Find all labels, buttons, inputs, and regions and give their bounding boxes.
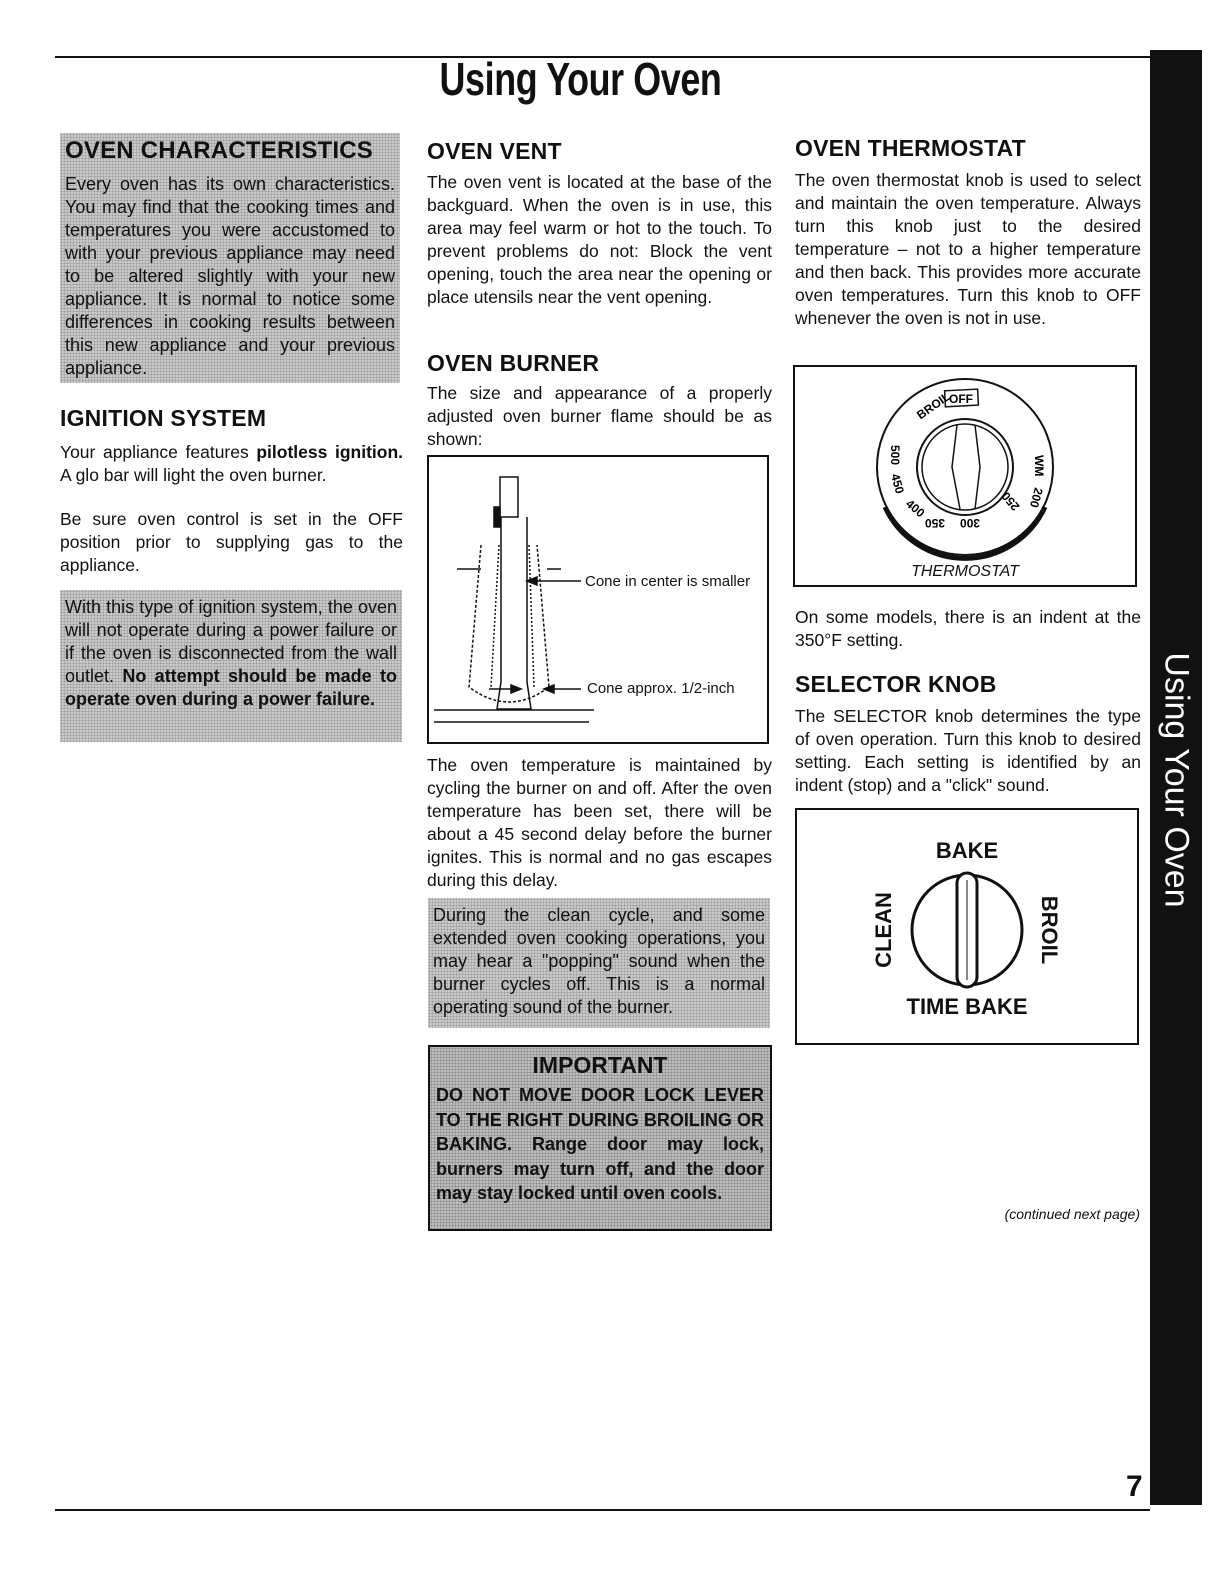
ignition-text-2: Be sure oven control is set in the OFF position prior to supplying gas to the appliance. xyxy=(60,509,403,575)
dial-mark-450: 450 xyxy=(888,472,907,496)
ignition-text-bold: pilotless ignition. xyxy=(256,442,403,462)
dial-mark-500: 500 xyxy=(888,445,902,466)
thermostat-indent-note: On some models, there is an indent at the 350°F setting. xyxy=(795,607,1141,650)
selector-knob-diagram xyxy=(795,808,1139,1045)
power-failure-warning-text xyxy=(65,596,397,711)
bottom-rule xyxy=(55,1509,1150,1511)
selector-bake-label: BAKE xyxy=(935,838,999,863)
important-warning-box xyxy=(428,1045,772,1231)
selector-knob-text: The SELECTOR knob determines the type of oven operation. Turn this knob to desired setting. Each setting is identified by an indent (stop) and a "click" sound. xyxy=(795,706,1141,795)
oven-thermostat-text: The oven thermostat knob is used to select and maintain the oven temperature. Always turn this knob just to the desired temperature – not to a higher temperature and then back. This provides more accurate oven temperatures. Turn this knob to OFF whenever the oven is not in use. xyxy=(795,170,1141,328)
oven-vent-text: The oven vent is located at the base of the backguard. When the oven is in use, this area may feel warm or hot to the touch. To prevent problems do not: Block the vent opening, touch the area near the opening or place utensils near the vent opening. xyxy=(427,172,772,307)
burner-diagram xyxy=(427,455,769,744)
burner-flame-illustration xyxy=(429,457,767,742)
dial-mark-400: 400 xyxy=(903,496,928,521)
dial-wm-label: WM xyxy=(1032,455,1046,477)
dial-broil-label: BROIL xyxy=(914,389,953,423)
section-tab-label: Using Your Oven xyxy=(1157,652,1196,908)
dial-mark-300: 300 xyxy=(959,516,980,530)
oven-burner-heading: OVEN BURNER xyxy=(427,350,600,376)
ignition-text-1b: A glo bar will light the oven burner. xyxy=(60,465,327,485)
warning-bold-text: No attempt should be made to operate oven during a power failure. xyxy=(65,666,397,709)
center-cone-label: Cone in center is smaller xyxy=(585,573,751,590)
thermostat-caption: THERMOSTAT xyxy=(911,563,1019,580)
oven-characteristics-heading: OVEN CHARACTERISTICS xyxy=(65,137,374,164)
ignition-text-1a: Your appliance features xyxy=(60,442,257,462)
continued-next-page: (continued next page) xyxy=(1004,1206,1140,1222)
oven-characteristics-text: Every oven has its own characteristics. You may find that the cooking times and temperatures you were accustomed to with your previous appliance may need to be altered slightly with your new appliance. It is normal to notice some differences in cooking results between this new appliance and your previous appliance. xyxy=(65,174,395,378)
oven-burner-text: The size and appearance of a properly adjusted oven burner flame should be as shown: xyxy=(427,383,772,449)
oven-vent-heading: OVEN VENT xyxy=(427,138,562,164)
dial-mark-200: 200 xyxy=(1026,486,1046,510)
important-text: DO NOT MOVE DOOR LOCK LEVER TO THE RIGHT DURING BROILING OR BAKING. Range door may lock, burners may turn off, and the door may stay locked until oven cools. xyxy=(436,1085,764,1203)
thermostat-diagram xyxy=(793,365,1137,587)
selector-clean-label: CLEAN xyxy=(871,892,896,968)
oven-thermostat-heading: OVEN THERMOSTAT xyxy=(795,135,1026,161)
ignition-system-heading: IGNITION SYSTEM xyxy=(60,405,267,431)
oven-temperature-text: The oven temperature is maintained by cycling the burner on and off. After the oven temperature has been set, there will be about a 45 second delay before the burner ignites. This is normal and no gas escapes during this delay. xyxy=(427,755,772,890)
dial-off-label: OFF xyxy=(949,392,973,406)
page-number: 7 xyxy=(1126,1470,1143,1503)
oven-characteristics-box xyxy=(60,133,400,383)
cone-size-label: Cone approx. 1/2-inch xyxy=(587,680,735,697)
page-title: Using Your Oven xyxy=(439,53,722,105)
power-failure-warning-box xyxy=(60,590,402,742)
dial-mark-250: 250 xyxy=(998,489,1023,514)
dial-mark-350: 350 xyxy=(924,516,945,530)
selector-time-bake-label: TIME BAKE xyxy=(906,994,1028,1019)
warning-text: With this type of ignition system, the oven will not operate during a power failure or if the oven is disconnected from the wall outlet. xyxy=(65,597,397,686)
popping-sound-note-box xyxy=(428,898,770,1028)
selector-knob-heading: SELECTOR KNOB xyxy=(795,671,997,697)
thermostat-dial xyxy=(795,367,1135,585)
selector-broil-label: BROIL xyxy=(1037,895,1062,965)
important-heading: IMPORTANT xyxy=(532,1052,668,1078)
ignition-text-1 xyxy=(60,441,403,487)
popping-sound-note-text: During the clean cycle, and some extended oven cooking operations, you may hear a "popping" sound when the burner cycles off. This is a normal operating sound of the burner. xyxy=(433,905,765,1017)
